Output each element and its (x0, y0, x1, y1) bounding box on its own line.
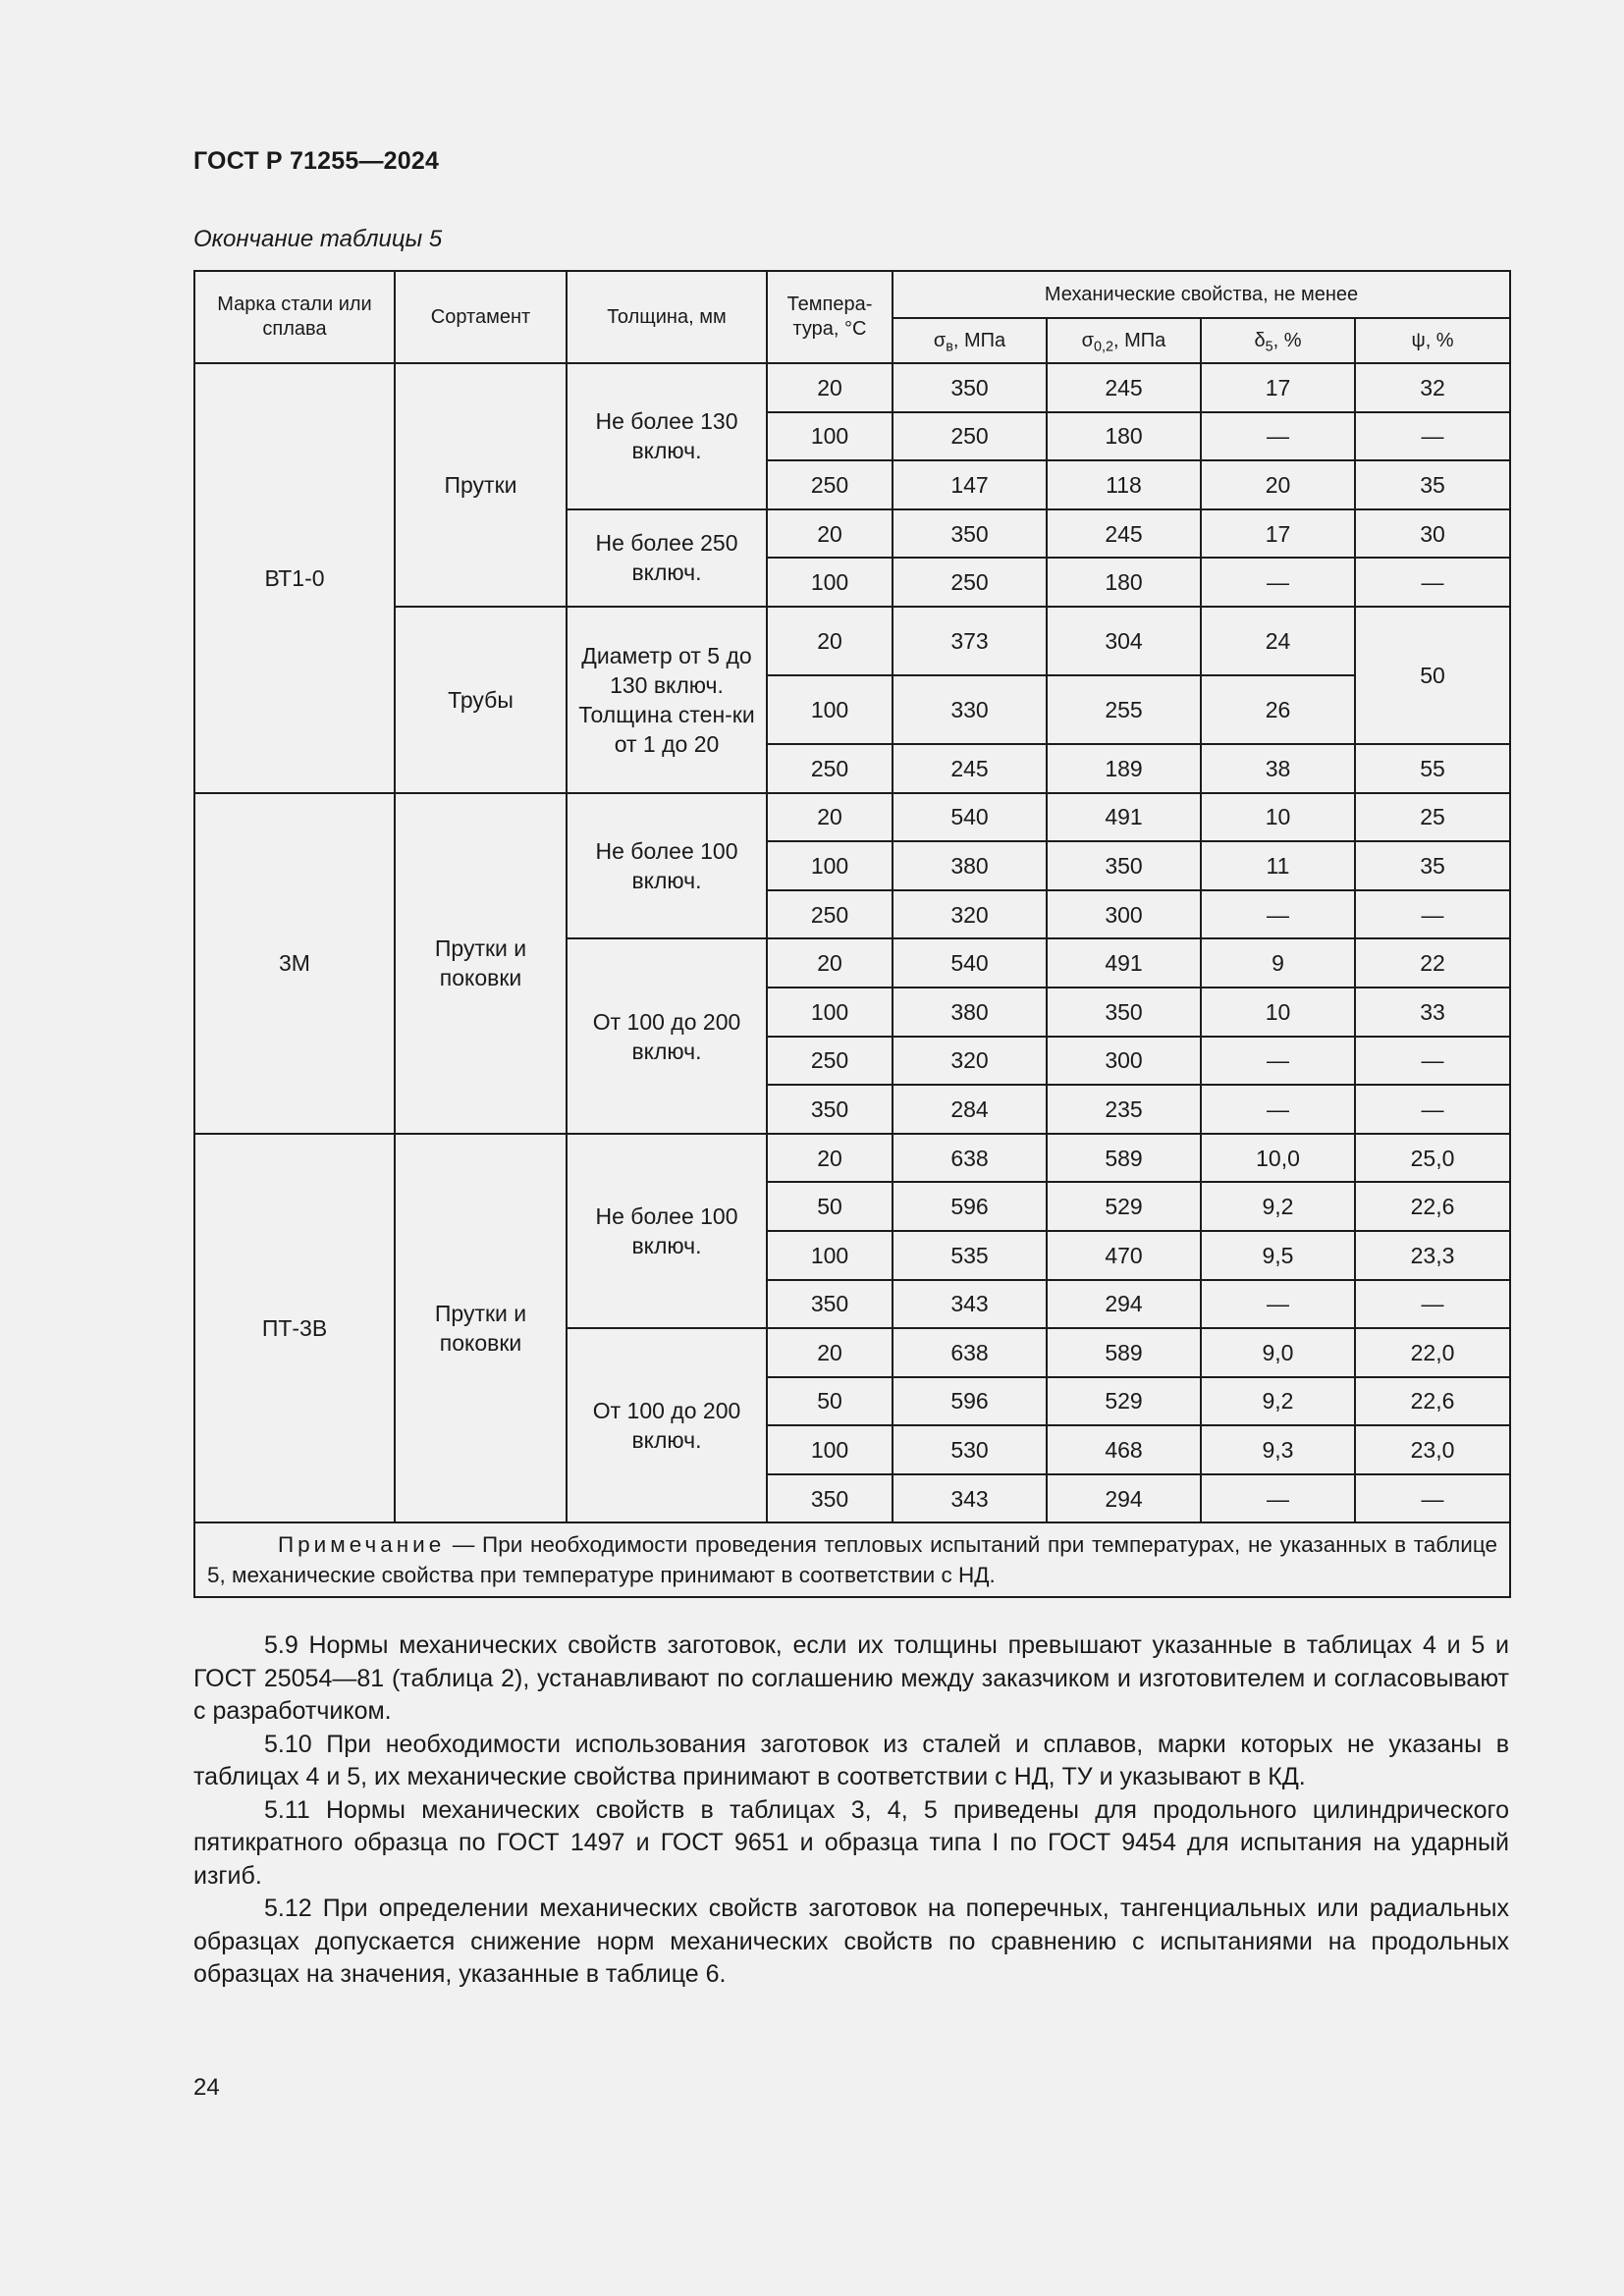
header-mechanical-properties: Механические свойства, не менее (893, 271, 1510, 318)
header-grade: Марка стали или сплава (194, 271, 395, 363)
value-cell: 304 (1047, 607, 1201, 675)
value-cell: 245 (1047, 509, 1201, 559)
value-cell: — (1355, 1280, 1510, 1329)
mechanical-properties-table (193, 270, 1511, 1598)
temperature-cell: 20 (767, 607, 893, 675)
value-cell: — (1201, 890, 1355, 939)
value-cell: 30 (1355, 509, 1510, 559)
temperature-cell: 20 (767, 938, 893, 988)
value-cell: 380 (893, 841, 1047, 890)
value-cell: 250 (893, 412, 1047, 461)
value-cell: 343 (893, 1280, 1047, 1329)
value-cell: 250 (893, 558, 1047, 607)
value-cell: 23,3 (1355, 1231, 1510, 1280)
thickness-cell: Не более 250 включ. (567, 509, 767, 607)
temperature-cell: 100 (767, 558, 893, 607)
value-cell: 9,5 (1201, 1231, 1355, 1280)
value-cell: 9,2 (1201, 1377, 1355, 1426)
temperature-cell: 250 (767, 460, 893, 509)
table-note (194, 1522, 1510, 1597)
value-cell: 22,6 (1355, 1377, 1510, 1426)
value-cell: 300 (1047, 1037, 1201, 1086)
value-cell: 9,3 (1201, 1425, 1355, 1474)
paragraph-5-11: 5.11 Нормы механических свойств в таблицах 3, 4, 5 приведены для продольного цилиндрического пятикратного образца по ГОСТ 1497 и ГОСТ 9651 и образца типа I по ГОСТ 9454 для испытания на ударный изгиб. (193, 1795, 1509, 1890)
value-cell: 235 (1047, 1085, 1201, 1134)
value-cell: 24 (1201, 607, 1355, 675)
value-cell: 491 (1047, 793, 1201, 842)
value-cell: — (1201, 1085, 1355, 1134)
value-cell: — (1201, 1037, 1355, 1086)
value-cell: 25,0 (1355, 1134, 1510, 1183)
value-cell: 320 (893, 1037, 1047, 1086)
value-cell: 350 (893, 363, 1047, 412)
value-cell: 638 (893, 1328, 1047, 1377)
temperature-cell: 20 (767, 1328, 893, 1377)
temperature-cell: 100 (767, 988, 893, 1037)
paragraph-5-12: 5.12 При определении механических свойств заготовок на поперечных, тангенциальных или радиальных образцах допускается снижение норм механических свойств по сравнению с испытаниями на продольных образцах на значения, указанные в таблице 6. (193, 1895, 1509, 1988)
note-text: — При необходимости проведения тепловых испытаний при температурах, не указанных в таблице 5, механические свойства при температуре принимают в соответствии с НД. (207, 1532, 1498, 1588)
thickness-cell: Не более 100 включ. (567, 793, 767, 939)
thickness-cell: Не более 100 включ. (567, 1134, 767, 1328)
value-cell: 540 (893, 938, 1047, 988)
thickness-cell: От 100 до 200 включ. (567, 938, 767, 1133)
assortment-cell: Трубы (395, 607, 567, 793)
value-cell: 529 (1047, 1182, 1201, 1231)
temperature-cell: 100 (767, 675, 893, 744)
table-row (194, 793, 1510, 842)
value-cell: 9,2 (1201, 1182, 1355, 1231)
assortment-cell: Прутки (395, 363, 567, 607)
temperature-cell: 20 (767, 363, 893, 412)
table-caption: Окончание таблицы 5 (193, 226, 443, 252)
value-cell: 17 (1201, 509, 1355, 559)
value-cell: — (1355, 412, 1510, 461)
value-cell: 9,0 (1201, 1328, 1355, 1377)
value-cell: 33 (1355, 988, 1510, 1037)
temperature-cell: 250 (767, 890, 893, 939)
value-cell: 468 (1047, 1425, 1201, 1474)
header-psi: ψ, % (1355, 318, 1510, 363)
grade-cell: 3М (194, 793, 395, 1134)
temperature-cell: 350 (767, 1280, 893, 1329)
value-cell: 596 (893, 1377, 1047, 1426)
value-cell: 35 (1355, 460, 1510, 509)
table-row (194, 1134, 1510, 1183)
value-cell: 10 (1201, 988, 1355, 1037)
header-sigma-02: $\sigma_{0,2}$, МПа (1047, 318, 1201, 363)
temperature-cell: 20 (767, 793, 893, 842)
value-cell: 540 (893, 793, 1047, 842)
paragraph-5-10: 5.10 При необходимости использования заготовок из сталей и сплавов, марки которых не указаны в таблицах 4 и 5, их механические свойства принимают в соответствии с НД, ТУ и указывают в КД. (193, 1730, 1509, 1790)
temperature-cell: 50 (767, 1182, 893, 1231)
value-cell: 180 (1047, 412, 1201, 461)
value-cell: 350 (1047, 841, 1201, 890)
value-cell: — (1355, 890, 1510, 939)
value-cell: — (1355, 1474, 1510, 1523)
value-cell: 50 (1355, 607, 1510, 744)
value-cell: 147 (893, 460, 1047, 509)
value-cell: 530 (893, 1425, 1047, 1474)
value-cell: — (1201, 1280, 1355, 1329)
value-cell: 380 (893, 988, 1047, 1037)
temperature-cell: 100 (767, 1425, 893, 1474)
value-cell: 373 (893, 607, 1047, 675)
note-label: Примечание (278, 1532, 446, 1558)
value-cell: 245 (893, 744, 1047, 793)
value-cell: — (1355, 1037, 1510, 1086)
value-cell: 255 (1047, 675, 1201, 744)
value-cell: 10 (1201, 793, 1355, 842)
temperature-cell: 50 (767, 1377, 893, 1426)
value-cell: 11 (1201, 841, 1355, 890)
body-text (193, 1629, 1509, 1992)
temperature-cell: 20 (767, 1134, 893, 1183)
thickness-cell: Не более 130 включ. (567, 363, 767, 509)
value-cell: 22 (1355, 938, 1510, 988)
header-temperature: Темпера-тура, °С (767, 271, 893, 363)
value-cell: 638 (893, 1134, 1047, 1183)
value-cell: — (1201, 1474, 1355, 1523)
value-cell: — (1201, 558, 1355, 607)
value-cell: 294 (1047, 1280, 1201, 1329)
value-cell: 180 (1047, 558, 1201, 607)
value-cell: 320 (893, 890, 1047, 939)
value-cell: 284 (893, 1085, 1047, 1134)
value-cell: 245 (1047, 363, 1201, 412)
value-cell: 38 (1201, 744, 1355, 793)
value-cell: 55 (1355, 744, 1510, 793)
thickness-cell: Диаметр от 5 до 130 включ. Толщина стен-ки от 1 до 20 (567, 607, 767, 793)
temperature-cell: 350 (767, 1474, 893, 1523)
value-cell: 300 (1047, 890, 1201, 939)
table-note-row (194, 1522, 1510, 1597)
value-cell: 350 (893, 509, 1047, 559)
temperature-cell: 100 (767, 412, 893, 461)
value-cell: 10,0 (1201, 1134, 1355, 1183)
grade-cell: ПТ-3В (194, 1134, 395, 1523)
value-cell: 343 (893, 1474, 1047, 1523)
temperature-cell: 350 (767, 1085, 893, 1134)
paragraph-5-9: 5.9 Нормы механических свойств заготовок, если их толщины превышают указанные в таблицах 4 и 5 и ГОСТ 25054—81 (таблица 2), устанавливают по соглашению между заказчиком и изготовителем и согласовывают с разработчиком. (193, 1631, 1509, 1725)
temperature-cell: 250 (767, 1037, 893, 1086)
value-cell: 529 (1047, 1377, 1201, 1426)
header-sigma-b: $\sigma_в$, МПа (893, 318, 1047, 363)
header-delta-5: $\delta_5$, % (1201, 318, 1355, 363)
value-cell: 589 (1047, 1328, 1201, 1377)
value-cell: 596 (893, 1182, 1047, 1231)
value-cell: — (1201, 412, 1355, 461)
value-cell: — (1355, 1085, 1510, 1134)
value-cell: 23,0 (1355, 1425, 1510, 1474)
value-cell: 189 (1047, 744, 1201, 793)
value-cell: 589 (1047, 1134, 1201, 1183)
page-number: 24 (193, 2074, 220, 2101)
assortment-cell: Прутки и поковки (395, 1134, 567, 1523)
temperature-cell: 100 (767, 1231, 893, 1280)
value-cell: 25 (1355, 793, 1510, 842)
value-cell: 9 (1201, 938, 1355, 988)
value-cell: 17 (1201, 363, 1355, 412)
value-cell: 32 (1355, 363, 1510, 412)
value-cell: 535 (893, 1231, 1047, 1280)
value-cell: 26 (1201, 675, 1355, 744)
temperature-cell: 20 (767, 509, 893, 559)
value-cell: 350 (1047, 988, 1201, 1037)
assortment-cell: Прутки и поковки (395, 793, 567, 1134)
value-cell: 470 (1047, 1231, 1201, 1280)
temperature-cell: 250 (767, 744, 893, 793)
temperature-cell: 100 (767, 841, 893, 890)
value-cell: 22,0 (1355, 1328, 1510, 1377)
value-cell: 35 (1355, 841, 1510, 890)
table-row (194, 363, 1510, 412)
value-cell: 22,6 (1355, 1182, 1510, 1231)
value-cell: 118 (1047, 460, 1201, 509)
value-cell: 20 (1201, 460, 1355, 509)
grade-cell: ВТ1-0 (194, 363, 395, 793)
thickness-cell: От 100 до 200 включ. (567, 1328, 767, 1522)
document-header: ГОСТ Р 71255—2024 (193, 147, 440, 175)
value-cell: 330 (893, 675, 1047, 744)
value-cell: — (1355, 558, 1510, 607)
value-cell: 491 (1047, 938, 1201, 988)
header-thickness: Толщина, мм (567, 271, 767, 363)
value-cell: 294 (1047, 1474, 1201, 1523)
header-assortment: Сортамент (395, 271, 567, 363)
